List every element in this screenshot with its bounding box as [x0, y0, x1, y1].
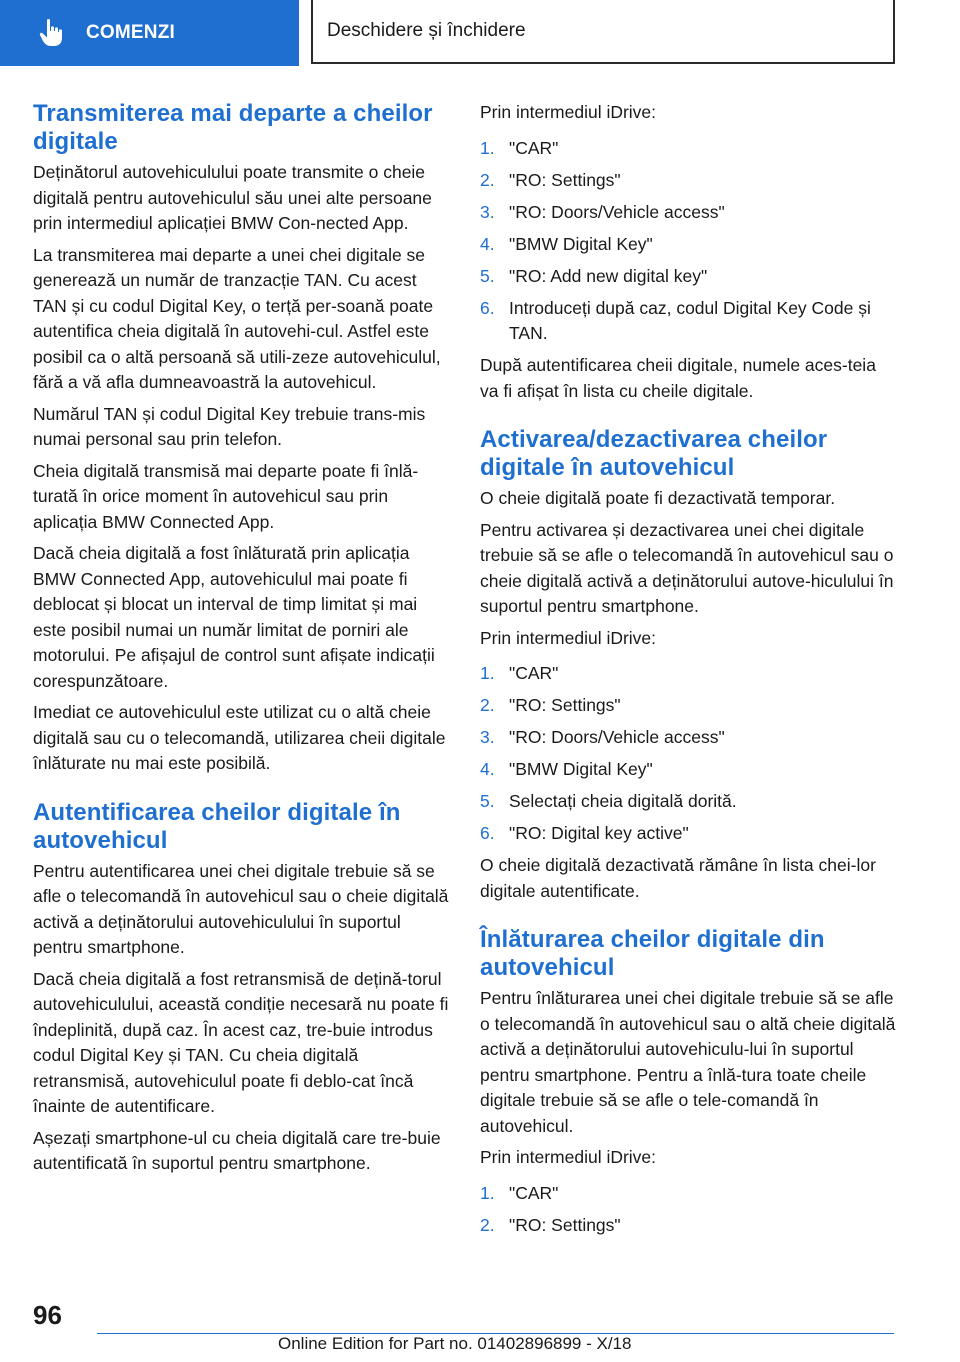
paragraph: La transmiterea mai departe a unei chei digitale se generează un număr de tranzacție TAN. Cu acest TAN și cu codul Digital Key, o terță per‐soană poate autentifica cheia digitală în autovehi‐cul. Astfel este posibil ca o altă persoană să utili‐zeze autovehiculul, fără a vă afla dumneavoastră la autovehicul. [33, 244, 441, 392]
list-item: 4. "BMW Digital Key" [480, 759, 653, 779]
paragraph: Așezați smartphone-ul cu cheia digitală care tre‐buie autentificată în suportul pentru smartphone. [33, 1127, 441, 1173]
list-item: 1. "CAR" [480, 663, 559, 683]
paragraph: Prin intermediul iDrive: [480, 1147, 657, 1167]
list-item: 6. "RO: Digital key active" [480, 823, 689, 843]
page-number: 96 [33, 1300, 62, 1330]
steps-list [480, 1181, 896, 1239]
paragraph: După autentificarea cheii digitale, numele aces‐teia va fi afișat în lista cu cheile digitale. [480, 355, 876, 401]
paragraph: Imediat ce autovehiculul este utilizat cu o altă cheie digitală sau cu o telecomandă, utilizarea cheii digitale înlăturate nu mai este posibilă. [33, 702, 446, 773]
paragraph: O cheie digitală poate fi dezactivată temporar. [480, 488, 836, 508]
paragraph: O cheie digitală dezactivată rămâne în lista chei‐lor digitale autentificate. [480, 855, 876, 901]
steps-list [480, 661, 896, 847]
paragraph: Pentru activarea și dezactivarea unei chei digitale trebuie să se afle o telecomandă în autovehicul sau o cheie digitală activă a deținătorului autove‐hiculului în suportul pentru smartphone. [480, 519, 894, 616]
page-header [0, 0, 960, 66]
section-label: COMENZI [86, 22, 176, 43]
paragraph: Dacă cheia digitală a fost retransmisă de dețină‐torul autovehiculului, această condiție necesară nu poate fi îndeplinită, după caz. În acest caz, tre‐buie introdus codul Digital Key și TAN. Cu cheia digitală retransmisă, autovehiculul poate fi deblo‐cat încă înainte de autentificare. [33, 968, 449, 1116]
paragraph: Numărul TAN și codul Digital Key trebuie trans‐mis numai personal sau prin telefon. [33, 403, 426, 449]
steps-list [480, 136, 896, 347]
chapter-title: Deschidere și închidere [311, 0, 895, 64]
list-item: 1. "CAR" [480, 1182, 559, 1203]
paragraph: Pentru autentificarea unei chei digitale trebuie să se afle o telecomandă în autovehicul sau o cheie digitală activă a deținătorului autovehiculului în suportul pentru smartphone. [33, 860, 449, 957]
list-item: 3. "RO: Doors/Vehicle access" [480, 201, 725, 222]
section-tab[interactable] [0, 0, 299, 66]
paragraph: Deținătorul autovehiculului poate transmite o cheie digitală pentru autovehiculul său unei alte persoane prin intermediul aplicației BMW Con‐nected App. [33, 162, 432, 233]
left-column [33, 100, 449, 1183]
hand-pointer-icon [38, 18, 66, 48]
list-item: 2. "RO: Settings" [480, 1214, 621, 1235]
right-column [480, 100, 896, 1245]
edition-footer: Online Edition for Part no. 01402896899 - X/18 [278, 1334, 632, 1353]
paragraph: Cheia digitală transmisă mai departe poate fi înlă‐turată în orice moment în autovehicul sau prin aplicația BMW Connected App. [33, 460, 419, 532]
paragraph: Dacă cheia digitală a fost înlăturată prin aplicația BMW Connected App, autovehiculul mai poate fi deblocat și blocat un interval de timp limitat și mai este posibil numai un număr limitat de porniri ale motorului. Pe afișajul de control sunt afișate indicații corespunzătoare. [33, 543, 435, 691]
paragraph: Pentru înlăturarea unei chei digitale trebuie să se afle o telecomandă în autovehicul sau o altă cheie digitală activă a deținătorului autovehiculu‐lui în suportul pentru smartphone. Pentru a înlă‐tura toate cheile digitale trebuie să se afle o tele‐comandă în autovehicul. [480, 988, 896, 1136]
heading-authenticate-keys: Autentificarea cheilor digitale în autovehicul [33, 798, 401, 854]
list-item: 3. "RO: Doors/Vehicle access" [480, 727, 725, 747]
list-item: 2. "RO: Settings" [480, 695, 621, 715]
paragraph: Prin intermediul iDrive: [480, 627, 657, 648]
list-item: 5. "RO: Add new digital key" [480, 265, 708, 286]
list-item: 4. "BMW Digital Key" [480, 233, 653, 254]
list-item: 1. "CAR" [480, 137, 559, 158]
list-item: 5. Selectați cheia digitală dorită. [480, 791, 737, 811]
list-item: 2. "RO: Settings" [480, 169, 621, 190]
list-item: 6. Introduceți după caz, codul Digital Key Code și TAN. [480, 297, 871, 343]
heading-remove-keys: Înlăturarea cheilor digitale din autovehicul [480, 926, 825, 981]
heading-activate-deactivate: Activarea/dezactivarea cheilor digitale în autovehicul [480, 426, 828, 481]
paragraph: Prin intermediul iDrive: [480, 102, 657, 122]
heading-forward-keys: Transmiterea mai departe a cheilor digitale [33, 100, 433, 155]
